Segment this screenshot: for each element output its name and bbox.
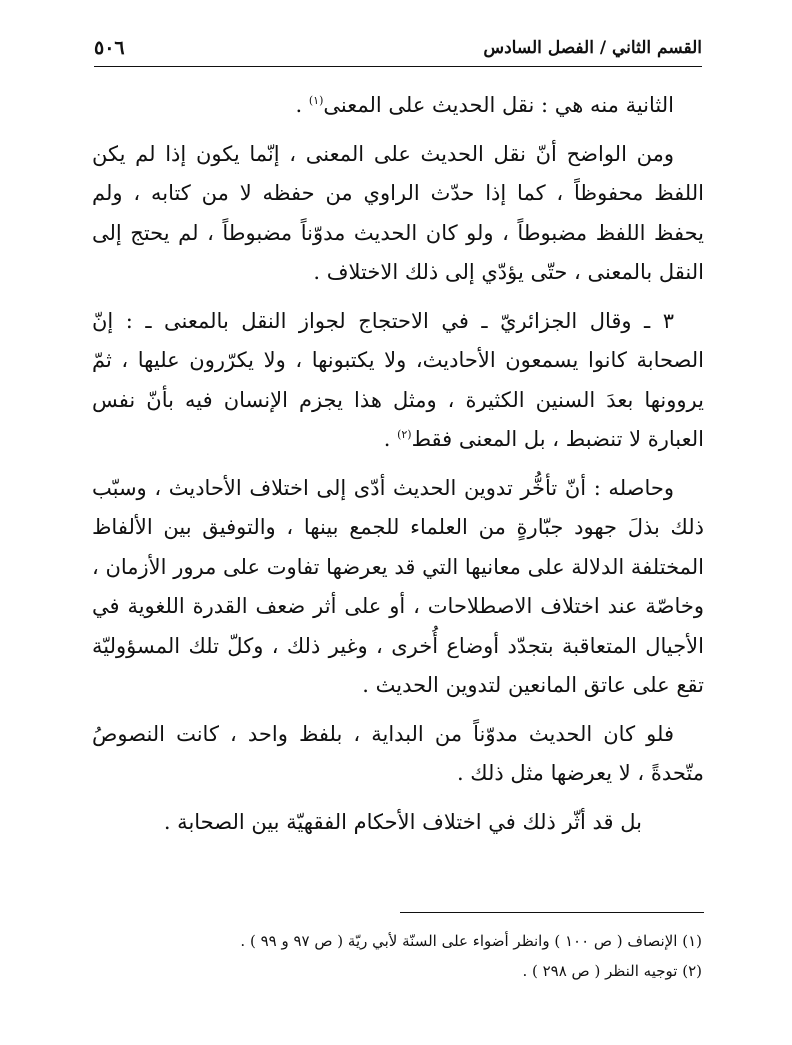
paragraph-3-text: ٣ ـ وقال الجزائريّ ـ في الاحتجاج لجواز النقل بالمعنى ـ : إنّ الصحابة كانوا يسمعون الأحاديث، ولا يكتبونها ، ولا يكرّرون عليها ، ثمّ يروونها بعدَ السنين الكثيرة ، ومثل هذا يجزم الإنسان فيه بأنّ نفس العبارة لا تنضبط ، بل المعنى فقط — [92, 308, 704, 451]
main-text — [92, 86, 704, 842]
footnotes — [92, 926, 704, 986]
paragraph-3-end: . — [383, 427, 398, 451]
footnote-2: (٢) توجيه النظر ( ص ٢٩٨ ) . — [522, 962, 702, 980]
page-header — [94, 30, 702, 67]
footnote-divider — [400, 912, 704, 913]
paragraph-1 — [92, 86, 704, 126]
paragraph-2: ومن الواضح أنّ نقل الحديث على المعنى ، إنّما يكون إذا لم يكن اللفظ محفوظاً ، كما إذا حدّث الراوي من حفظه لا من كتابه ، ولم يحفظ اللفظ مضبوطاً ، ولو كان الحديث مدوّناً مضبوطاً ، لم يحتج إلى النقل بالمعنى ، حتّى يؤدّي إلى ذلك الاختلاف . — [92, 141, 704, 284]
footnote-ref-1: (١) — [308, 94, 324, 107]
paragraph-1-end: . — [295, 93, 309, 117]
paragraph-4: وحاصله : أنّ تأخُّر تدوين الحديث أدّى إلى اختلاف الأحاديث ، وسبّب ذلك بذلَ جهود جبّارةٍ من العلماء للجمع بينها ، والتوفيق بين الألفاظ المختلفة الدلالة على معانيها التي قد يعرضها تفاوت على مرور الأزمان ، وخاصّة عند اختلاف الاصطلاحات ، أو على أثر ضعف القدرة اللغوية في الأجيال المتعاقبة بتجدّد أوضاع أُخرى ، وغير ذلك ، وكلّ تلك المسؤوليّة تقع على عاتق المانعين لتدوين الحديث . — [92, 475, 704, 697]
page-number: ٥٠٦ — [94, 37, 125, 59]
paragraph-6: بل قد أثّر ذلك في اختلاف الأحكام الفقهيّة بين الصحابة . — [163, 809, 642, 834]
running-title: القسم الثاني / الفصل السادس — [483, 38, 702, 58]
paragraph-5: فلو كان الحديث مدوّناً من البداية ، بلفظ واحد ، كانت النصوصُ متّحدةً ، لا يعرضها مثل ذلك . — [92, 721, 704, 785]
footnote-ref-2: (٢) — [397, 428, 412, 441]
footnote-1: (١) الإنصاف ( ص ١٠٠ ) وانظر أضواء على السنّة لأبي ريّة ( ص ٩٧ و ٩٩ ) . — [240, 932, 702, 950]
paragraph-1-text: الثانية منه هي : نقل الحديث على المعنى — [323, 93, 674, 117]
paragraph-3 — [92, 302, 704, 460]
